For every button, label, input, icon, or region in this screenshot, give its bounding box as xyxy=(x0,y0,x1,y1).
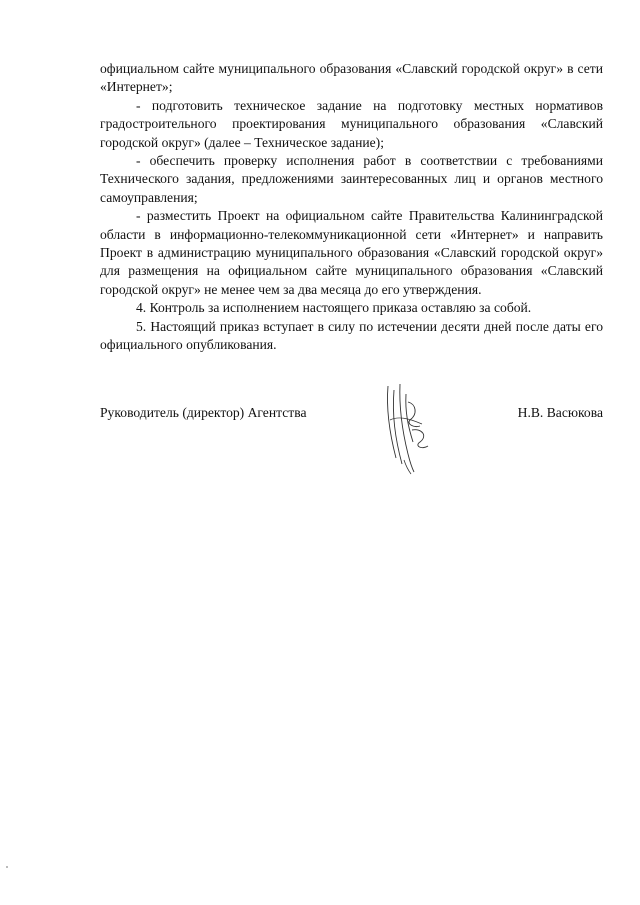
paragraph-control: 4. Контроль за исполнением настоящего приказа оставляю за собой. xyxy=(136,300,532,316)
document-body xyxy=(100,60,603,355)
scan-speck xyxy=(6,866,8,868)
signatory-name: Н.В. Васюкова xyxy=(517,405,603,420)
handwritten-signature-icon xyxy=(378,380,438,476)
paragraph-technical-task: - подготовить техническое задание на подготовку местных нормативов градостроительного проектирования муниципального образования «Славский городской округ» (далее – Техническое задание); xyxy=(100,97,603,150)
paragraph-verification: - обеспечить проверку исполнения работ в соответствии с требованиями Технического задания, предложениями заинтересованных лиц и органов местного самоуправления; xyxy=(100,153,603,205)
signatory-title: Руководитель (директор) Агентства xyxy=(100,405,307,420)
paragraph-website: официальном сайте муниципального образования «Славский городской округ» в сети «Интернет»; xyxy=(100,61,603,95)
paragraph-publication: - разместить Проект на официальном сайте Правительства Калининградской области в информационно-телекоммуникационной сети «Интернет» и направить Проект в администрацию муниципального образования «Славский городской округ» для размещения на официальном сайте муниципального образования «Славский городской округ» не менее чем за два месяца до его утверждения. xyxy=(100,208,603,297)
signature-block xyxy=(100,404,603,484)
paragraph-effective-date: 5. Настоящий приказ вступает в силу по истечении десяти дней после даты его официального опубликования. xyxy=(100,318,603,353)
